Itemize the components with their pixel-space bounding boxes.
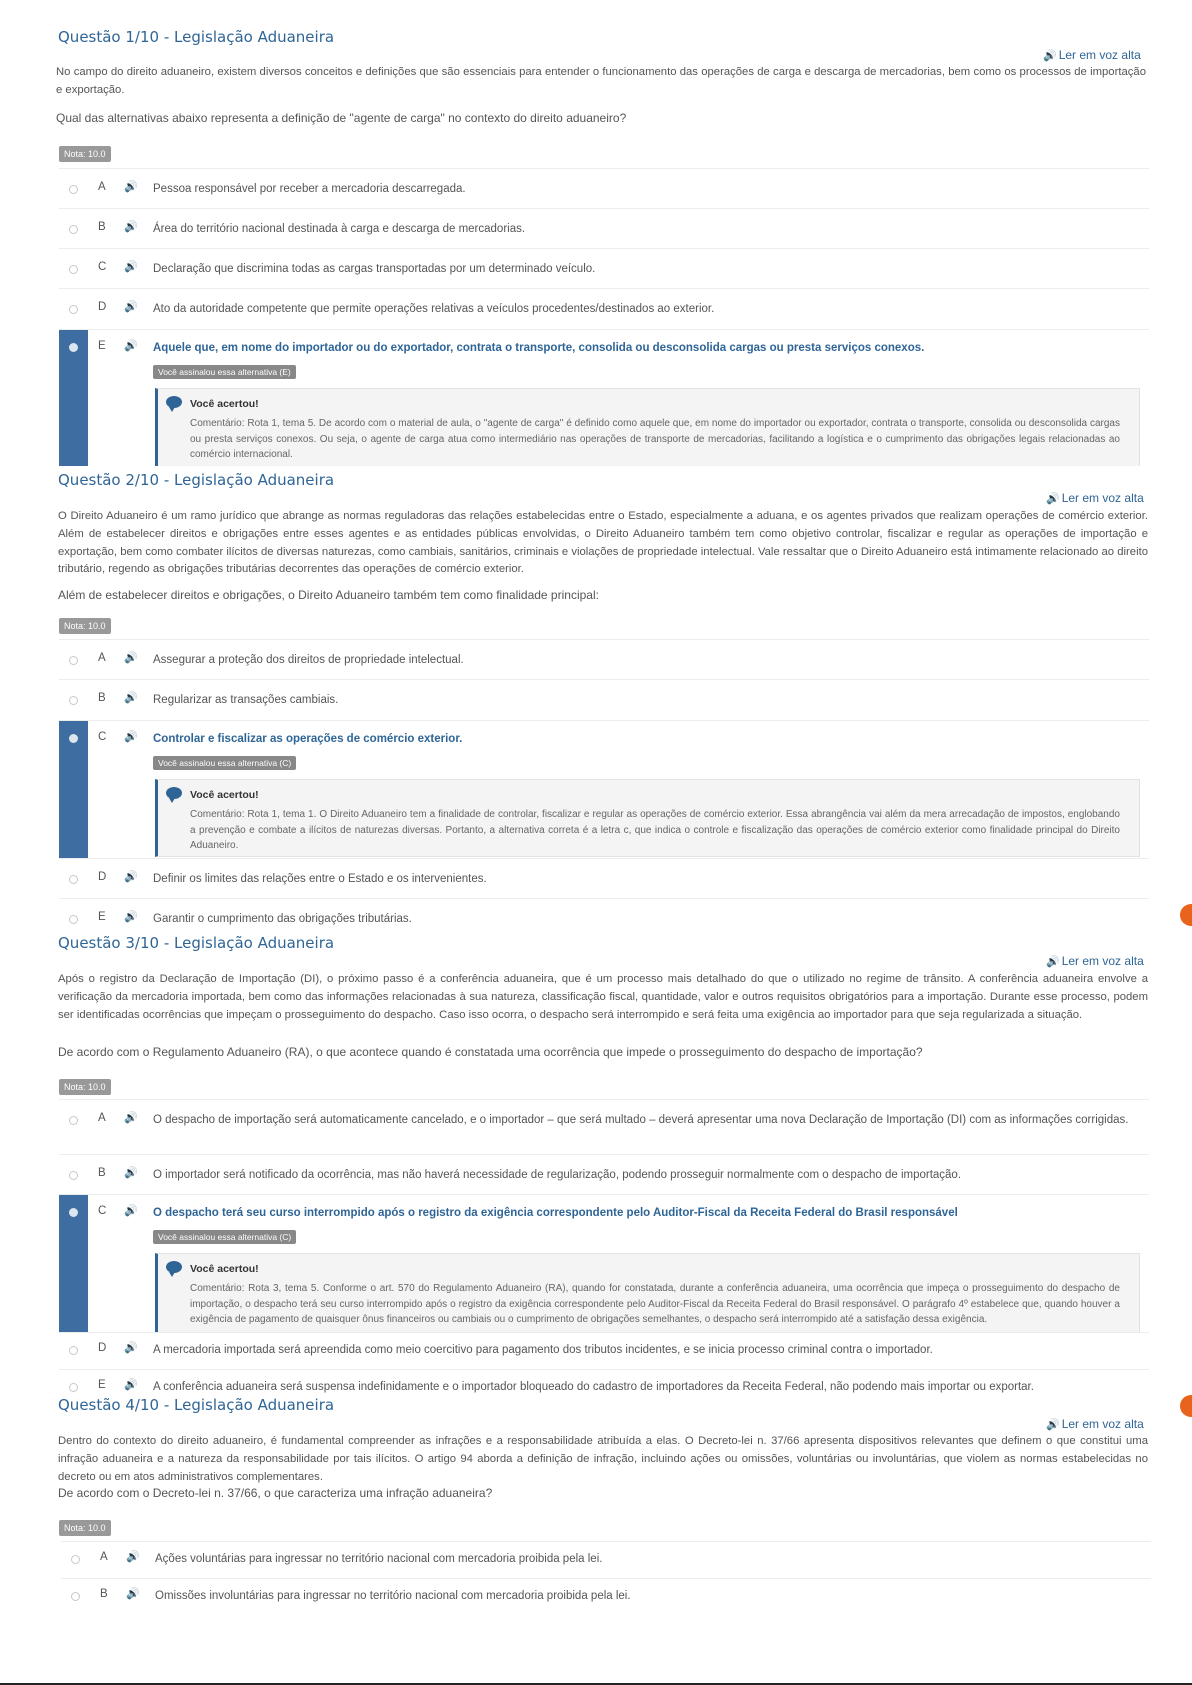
speaker-icon[interactable]: 🔊 (124, 1205, 138, 1217)
option-letter: E (98, 1379, 106, 1391)
option-b[interactable] (59, 208, 1149, 249)
radio-button[interactable] (69, 1208, 78, 1217)
speaker-icon[interactable]: 🔊 (124, 1112, 138, 1124)
selected-badge: Você assinalou essa alternativa (E) (153, 365, 296, 379)
radio-button[interactable] (69, 734, 78, 743)
question-intro: No campo do direito aduaneiro, existem diversos conceitos e definições que são essenciais para entender o funcionamento das operações de carga e descarga de mercadorias, bem como os processos de importação e exportação. (56, 66, 1146, 96)
speaker-icon[interactable]: 🔊 (124, 1167, 138, 1179)
option-e[interactable] (59, 1369, 1149, 1395)
option-text: O despacho de importação será automaticamente cancelado, e o importador – que será multado – deverá apresentar uma nova Declaração de Importação (DI) com as informações corrigidas. (153, 1114, 1129, 1126)
question-intro: Dentro do contexto do direito aduaneiro, é fundamental compreender as infrações e a responsabilidade atribuída a elas. O Decreto-lei n. 37/66 apresenta dispositivos relevantes que definem o que constitui uma infração aduaneira e a natureza da responsabilidade por tais ilícitos. O artigo 94 aborda a definição de infração, incluindo ações ou omissões, voluntárias ou involuntárias, que violem as normas estabelecidas no decreto ou em atos administrativos complementares. (58, 1435, 1148, 1483)
radio-button[interactable] (69, 656, 78, 665)
speaker-icon[interactable]: 🔊 (126, 1551, 140, 1563)
question-prompt: Além de estabelecer direitos e obrigações, o Direito Aduaneiro também tem como finalidade principal: (58, 588, 599, 602)
option-text: Regularizar as transações cambiais. (153, 694, 339, 706)
question-4 (0, 1395, 1192, 1615)
speaker-icon[interactable]: 🔊 (124, 652, 138, 664)
speaker-icon: 🔊 (1046, 493, 1060, 505)
option-a[interactable] (59, 1099, 1149, 1155)
speaker-icon: 🔊 (1046, 1419, 1060, 1431)
read-aloud-button[interactable]: 🔊 Ler em voz alta (1046, 1417, 1144, 1431)
option-c-selected[interactable] (59, 720, 1149, 859)
option-a[interactable] (61, 1541, 1151, 1579)
option-text: Controlar e fiscalizar as operações de comércio exterior. (153, 733, 463, 745)
option-letter: D (98, 871, 107, 883)
question-3 (0, 929, 1192, 1395)
option-text: Ações voluntárias para ingressar no território nacional com mercadoria proibida pela lei. (155, 1553, 603, 1565)
option-b[interactable] (59, 1154, 1149, 1195)
grade-badge: Nota: 10.0 (59, 146, 111, 162)
option-letter: D (98, 301, 107, 313)
radio-button[interactable] (71, 1592, 80, 1601)
question-title: Questão 1/10 - Legislação Aduaneira (58, 28, 335, 46)
option-letter: A (98, 652, 106, 664)
radio-button[interactable] (69, 185, 78, 194)
radio-button[interactable] (69, 1116, 78, 1125)
speaker-icon[interactable]: 🔊 (124, 301, 138, 313)
feedback-comment: Comentário: Rota 1, tema 5. De acordo com o material de aula, o "agente de carga" é definido como aquele que, em nome do importador ou exportador, contrata o transporte, consolida ou desconsolida cargas ou presta serviços conexos. Ou seja, o agente de carga atua como intermediário nas operações de transporte de mercadorias, facilitando a logística e o cumprimento das obrigações legais relacionadas ao comércio internacional. (190, 418, 1120, 460)
radio-button[interactable] (69, 343, 78, 352)
option-text: Garantir o cumprimento das obrigações tributárias. (153, 913, 412, 925)
question-title: Questão 3/10 - Legislação Aduaneira (58, 934, 335, 952)
option-c-selected[interactable] (59, 1194, 1149, 1333)
feedback-box (155, 779, 1140, 857)
option-text: A conferência aduaneira será suspensa indefinidamente e o importador bloqueado do cadastro de importadores da Receita Federal, não podendo mais importar ou exportar. (153, 1381, 1034, 1393)
option-d[interactable] (59, 288, 1149, 329)
option-a[interactable] (59, 168, 1149, 209)
feedback-comment: Comentário: Rota 3, tema 5. Conforme o art. 570 do Regulamento Aduaneiro (RA), quando for constatada, durante a conferência aduaneira, uma ocorrência que impeça o prosseguimento do despacho de importação, o despacho terá seu curso interrompido após o registro da exigência correspondente pelo Auditor-Fiscal da Receita Federal do Brasil responsável. O parágrafo 4º estabelece que, quando houver a exigência de pagamento de quaisquer ônus financeiros ou cambiais ou o cumprimento de obrigações semelhantes, o despacho será interrompido até a satisfação dessa exigência. (190, 1283, 1120, 1325)
option-text: Aquele que, em nome do importador ou do exportador, contrata o transporte, consolida ou desconsolida cargas ou presta serviços conexos. (153, 342, 925, 354)
radio-button[interactable] (69, 1346, 78, 1355)
radio-button[interactable] (69, 875, 78, 884)
option-letter: C (98, 731, 107, 743)
speaker-icon[interactable]: 🔊 (124, 871, 138, 883)
option-text: Declaração que discrimina todas as cargas transportadas por um determinado veículo. (153, 263, 596, 275)
read-aloud-button[interactable]: 🔊 Ler em voz alta (1043, 48, 1141, 62)
option-text: Pessoa responsável por receber a mercadoria descarregada. (153, 183, 466, 195)
option-text: Omissões involuntárias para ingressar no território nacional com mercadoria proibida pela lei. (155, 1590, 631, 1602)
option-e-selected[interactable] (59, 329, 1149, 466)
speaker-icon[interactable]: 🔊 (124, 911, 138, 923)
read-aloud-button[interactable]: 🔊 Ler em voz alta (1046, 954, 1144, 968)
option-letter: A (98, 181, 106, 193)
read-aloud-button[interactable]: 🔊 Ler em voz alta (1046, 491, 1144, 505)
option-d[interactable] (59, 1332, 1149, 1370)
option-text: O importador será notificado da ocorrência, mas não haverá necessidade de regularização, podendo prosseguir normalmente com o despacho de importação. (153, 1169, 962, 1181)
question-title: Questão 4/10 - Legislação Aduaneira (58, 1396, 335, 1414)
feedback-comment: Comentário: Rota 1, tema 1. O Direito Aduaneiro tem a finalidade de controlar, fiscalizar e regular as operações de comércio exterior. Essa abrangência vai além da mera arrecadação de impostos, englobando a prevenção e combate a ilícitos de naturezas diversas. Portanto, a alternativa correta é a letra c, que indica o controle e fiscalização das operações de comércio exterior como finalidade principal do Direito Aduaneiro. (190, 809, 1120, 851)
option-e[interactable] (59, 898, 1149, 929)
question-1 (0, 0, 1192, 466)
comment-icon (166, 787, 182, 799)
radio-button[interactable] (69, 696, 78, 705)
question-intro: Após o registro da Declaração de Importação (DI), o próximo passo é a conferência aduaneira, que é um processo mais detalhado do que o utilizado no regime de trânsito. A conferência aduaneira envolve a verificação da mercadoria importada, bem como das informações relacionadas à sua natureza, classificação fiscal, quantidade, valor e outros requisitos obrigatórios para a importação. Durante esse processo, podem ser identificadas ocorrências que impeçam o prosseguimento do despacho. Caso isso ocorra, o despacho será interrompido e será feita uma exigência ao importador para que seja regularizada a situação. (58, 973, 1148, 1021)
feedback-box (155, 388, 1140, 466)
option-letter: A (100, 1551, 108, 1563)
option-letter: C (98, 1205, 107, 1217)
option-b[interactable] (59, 679, 1149, 720)
feedback-title: Você acertou! (190, 1263, 259, 1275)
question-title: Questão 2/10 - Legislação Aduaneira (58, 471, 335, 489)
speaker-icon[interactable]: 🔊 (124, 181, 138, 193)
speaker-icon[interactable]: 🔊 (124, 261, 138, 273)
option-letter: B (98, 692, 106, 704)
option-a[interactable] (59, 639, 1149, 680)
radio-button[interactable] (69, 225, 78, 234)
option-text: Assegurar a proteção dos direitos de propriedade intelectual. (153, 654, 464, 666)
option-c[interactable] (59, 248, 1149, 289)
speaker-icon[interactable]: 🔊 (124, 1342, 138, 1354)
question-prompt: De acordo com o Decreto-lei n. 37/66, o que caracteriza uma infração aduaneira? (58, 1486, 493, 1500)
radio-button[interactable] (69, 265, 78, 274)
feedback-title: Você acertou! (190, 789, 259, 801)
option-letter: C (98, 261, 107, 273)
question-prompt: De acordo com o Regulamento Aduaneiro (RA), o que acontece quando é constatada uma ocorrência que impede o prosseguimento do despacho de importação? (58, 1045, 923, 1059)
option-text: Definir os limites das relações entre o Estado e os intervenientes. (153, 873, 487, 885)
option-letter: E (98, 340, 106, 352)
comment-icon (166, 1261, 182, 1273)
question-prompt: Qual das alternativas abaixo representa a definição de "agente de carga" no contexto do direito aduaneiro? (56, 111, 627, 125)
speaker-icon[interactable]: 🔊 (124, 221, 138, 233)
option-letter: B (98, 1167, 106, 1179)
selected-badge: Você assinalou essa alternativa (C) (153, 756, 296, 770)
option-d[interactable] (59, 858, 1149, 899)
question-intro: O Direito Aduaneiro é um ramo jurídico que abrange as normas reguladoras das relações estabelecidas entre o Estado, especialmente a aduana, e os agentes privados que realizam operações de comércio exterior. Além de estabelecer direitos e obrigações entre esses agentes e as entidades públicas envolvidas, o Direito Aduaneiro também tem como objetivo controlar, fiscalizar e regular as operações de importação e exportação, bem como combater ilícitos de diversas naturezas, como cambiais, sanitários, criminais e violações de propriedade intelectual. Vale ressaltar que o Direito Aduaneiro está intimamente relacionado ao direito tributário, regendo as obrigações tributárias decorrentes das operações de comércio exterior. (58, 510, 1148, 576)
option-text: O despacho terá seu curso interrompido após o registro da exigência correspondente pelo Auditor-Fiscal da Receita Federal do Brasil responsável (153, 1207, 958, 1219)
option-letter: D (98, 1342, 107, 1354)
radio-button[interactable] (69, 1171, 78, 1180)
option-b[interactable] (61, 1578, 1151, 1615)
option-letter: A (98, 1112, 106, 1124)
feedback-box (155, 1253, 1140, 1333)
speaker-icon[interactable]: 🔊 (124, 1379, 138, 1391)
speaker-icon[interactable]: 🔊 (124, 731, 138, 743)
speaker-icon[interactable]: 🔊 (126, 1588, 140, 1600)
option-letter: B (98, 221, 106, 233)
speaker-icon[interactable]: 🔊 (124, 340, 138, 352)
question-2 (0, 466, 1192, 929)
grade-badge: Nota: 10.0 (59, 1520, 111, 1536)
grade-badge: Nota: 10.0 (59, 1079, 111, 1095)
feedback-title: Você acertou! (190, 398, 259, 410)
option-text: A mercadoria importada será apreendida como meio coercitivo para pagamento dos tributos incidentes, e se inicia processo criminal contra o importador. (153, 1344, 933, 1356)
floating-widget-tab[interactable] (1180, 1395, 1192, 1417)
option-text: Ato da autoridade competente que permite operações relativas a veículos procedentes/destinados ao exterior. (153, 303, 715, 315)
floating-widget-tab[interactable] (1180, 904, 1192, 926)
speaker-icon[interactable]: 🔊 (124, 692, 138, 704)
radio-button[interactable] (69, 1383, 78, 1392)
grade-badge: Nota: 10.0 (59, 618, 111, 634)
speaker-icon: 🔊 (1043, 50, 1057, 62)
selected-badge: Você assinalou essa alternativa (C) (153, 1230, 296, 1244)
radio-button[interactable] (69, 305, 78, 314)
speaker-icon: 🔊 (1046, 956, 1060, 968)
radio-button[interactable] (69, 915, 78, 924)
option-text: Área do território nacional destinada à carga e descarga de mercadorias. (153, 223, 526, 235)
option-letter: B (100, 1588, 108, 1600)
radio-button[interactable] (71, 1555, 80, 1564)
option-letter: E (98, 911, 106, 923)
comment-icon (166, 396, 182, 408)
